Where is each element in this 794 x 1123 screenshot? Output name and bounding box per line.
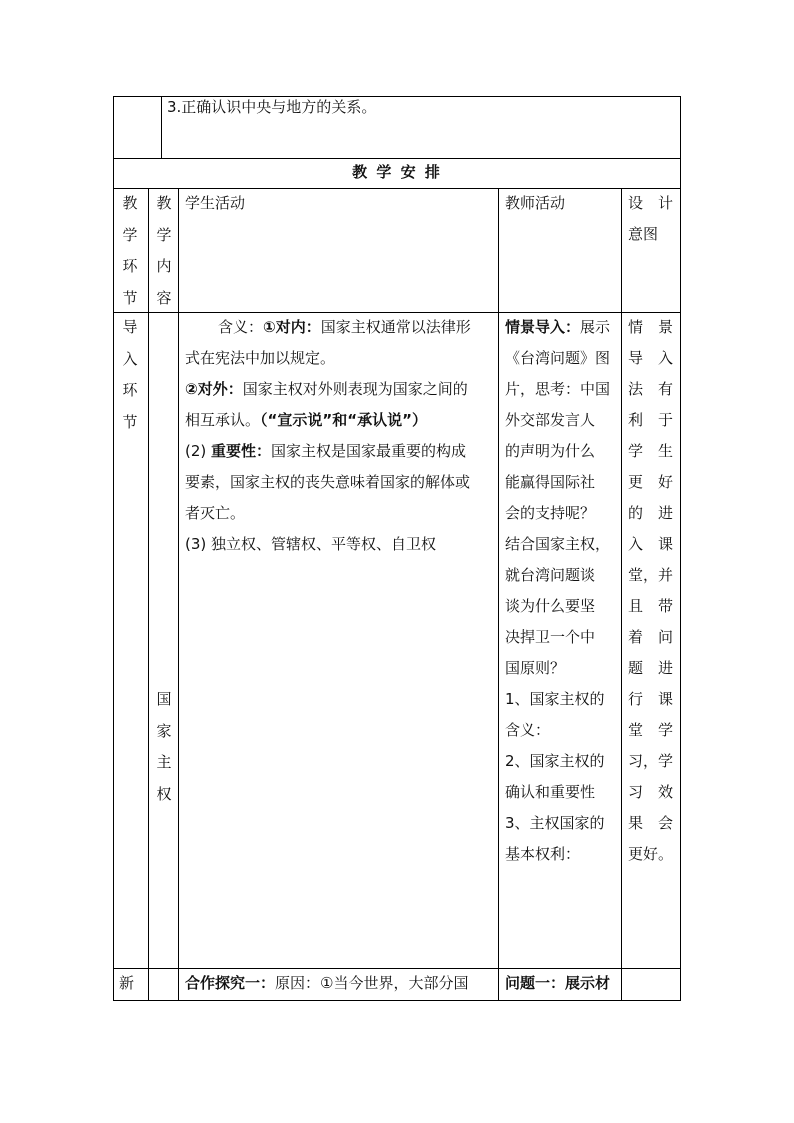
header-student-activity: 学生活动 bbox=[185, 194, 246, 212]
table-border-right bbox=[680, 96, 681, 1000]
header-design-intent-2: 意图 bbox=[628, 225, 659, 243]
objective-divider bbox=[161, 96, 162, 158]
design-line-2: 导 入 bbox=[628, 349, 674, 367]
teacher-next-line-1: 问题一：展示材 bbox=[505, 974, 611, 992]
design-line-13: 行 课 bbox=[628, 690, 674, 708]
design-line-7: 的 进 bbox=[628, 504, 674, 522]
teacher-line-1: 情景导入：展示 bbox=[505, 318, 611, 336]
teacher-line-5: 的声明为什么 bbox=[505, 442, 596, 460]
design-line-4: 利 于 bbox=[628, 411, 674, 429]
teacher-line-16: 确认和重要性 bbox=[505, 783, 596, 801]
teacher-line-9: 就台湾问题谈 bbox=[505, 566, 596, 584]
teacher-line-6: 能赢得国际社 bbox=[505, 473, 596, 491]
teacher-line-10: 谈为什么要坚 bbox=[505, 597, 596, 615]
stage-new-lesson: 新 bbox=[119, 974, 135, 992]
student-line-7: 者灭亡。 bbox=[185, 504, 246, 522]
teacher-line-11: 决捍卫一个中 bbox=[505, 628, 596, 646]
header-teaching-stage: 教 学 环 节 bbox=[122, 194, 138, 307]
teacher-line-17: 3、主权国家的 bbox=[505, 814, 605, 832]
student-line-4: 相互承认。（“宣示说”和“承认说”） bbox=[185, 411, 427, 429]
objective-3: 3.正确认识中央与地方的关系。 bbox=[167, 98, 377, 116]
col-divider-3 bbox=[498, 188, 499, 1000]
design-line-12: 题 进 bbox=[628, 659, 674, 677]
design-line-18: 更好。 bbox=[628, 845, 674, 863]
design-line-17: 果 会 bbox=[628, 814, 674, 832]
stage-intro: 导 入 环 节 bbox=[122, 318, 138, 431]
design-line-11: 着 问 bbox=[628, 628, 674, 646]
design-line-5: 学 生 bbox=[628, 442, 674, 460]
design-line-3: 法 有 bbox=[628, 380, 674, 398]
teacher-line-3: 片，思考：中国 bbox=[505, 380, 611, 398]
design-line-15: 习，学 bbox=[628, 752, 674, 770]
header-teaching-content: 教 学 内 容 bbox=[156, 194, 172, 307]
design-line-9: 堂，并 bbox=[628, 566, 674, 584]
content-national-sovereignty: 国 家 主 权 bbox=[156, 690, 172, 803]
student-line-2: 式在宪法中加以规定。 bbox=[185, 349, 336, 367]
col-divider-4 bbox=[621, 188, 622, 1000]
student-next-line-1: 合作探究一：原因：①当今世界，大部分国 bbox=[185, 974, 469, 992]
col-divider-2 bbox=[178, 188, 179, 1000]
student-line-3: ②对外：国家主权对外则表现为国家之间的 bbox=[185, 380, 468, 398]
teacher-line-7: 会的支持呢？ bbox=[505, 504, 596, 522]
teacher-line-8: 结合国家主权， bbox=[505, 535, 611, 553]
student-line-8: (3) 独立权、管辖权、平等权、自卫权 bbox=[185, 535, 437, 553]
table-border-bottom bbox=[113, 1000, 681, 1001]
teacher-line-15: 2、国家主权的 bbox=[505, 752, 605, 770]
teacher-line-4: 外交部发言人 bbox=[505, 411, 596, 429]
design-line-6: 更 好 bbox=[628, 473, 674, 491]
teacher-line-18: 基本权利： bbox=[505, 845, 581, 863]
teacher-line-14: 含义： bbox=[505, 721, 551, 739]
teacher-line-2: 《台湾问题》图 bbox=[505, 349, 611, 367]
design-line-8: 入 课 bbox=[628, 535, 674, 553]
student-line-1: 含义：①对内：国家主权通常以法律形 bbox=[218, 318, 471, 336]
student-line-5: (2) 重要性：国家主权是国家最重要的构成 bbox=[185, 442, 467, 460]
table-border-left bbox=[113, 96, 114, 1000]
section-header: 教 学 安 排 bbox=[352, 163, 442, 181]
student-line-6: 要素，国家主权的丧失意味着国家的解体或 bbox=[185, 473, 471, 491]
design-line-10: 且 带 bbox=[628, 597, 674, 615]
teacher-line-13: 1、国家主权的 bbox=[505, 690, 605, 708]
design-line-14: 堂 学 bbox=[628, 721, 674, 739]
col-divider-1 bbox=[148, 188, 149, 1000]
design-line-16: 习 效 bbox=[628, 783, 674, 801]
header-teacher-activity: 教师活动 bbox=[505, 194, 566, 212]
design-line-1: 情 景 bbox=[628, 318, 674, 336]
teacher-line-12: 国原则？ bbox=[505, 659, 566, 677]
header-design-intent-1: 设 计 bbox=[628, 194, 674, 212]
